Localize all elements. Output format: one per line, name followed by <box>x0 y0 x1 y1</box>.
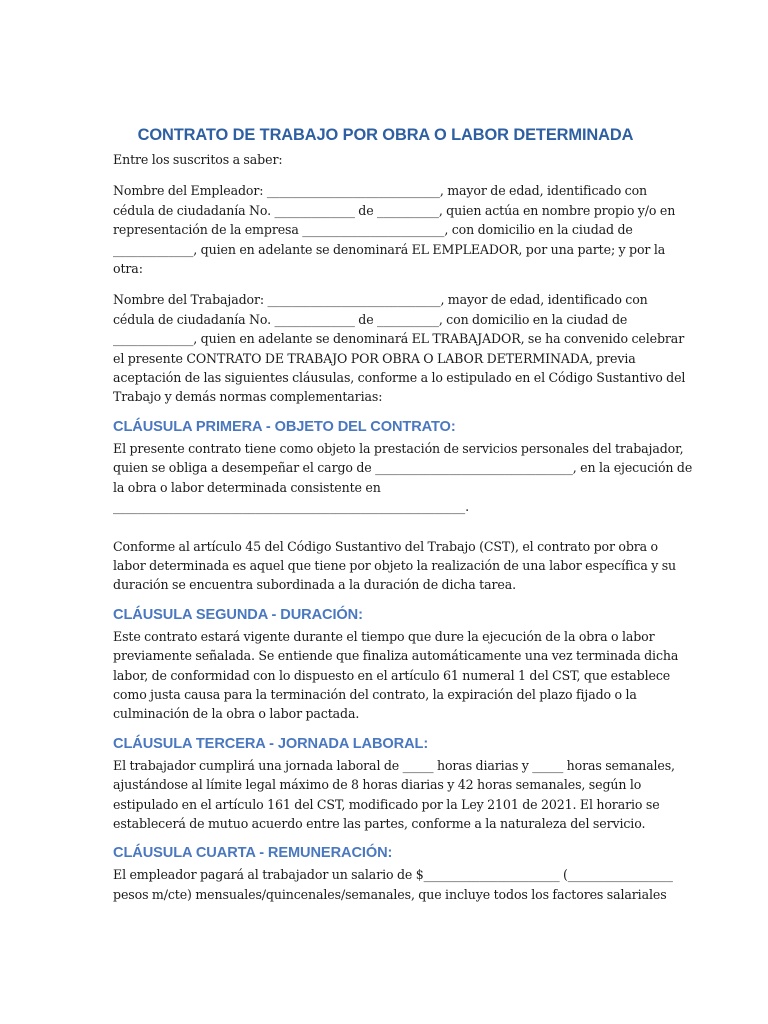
text-line: El presente contrato tiene como objeto la prestación de servicios personales del trabajador, <box>113 440 684 456</box>
text-line: quien se obliga a desempeñar el cargo de ________________________________, en la ejecución de <box>113 460 693 476</box>
text-line: como justa causa para la terminación del contrato, la expiración del plazo fijado o la <box>113 686 637 702</box>
clause-primera-paragraph-1 <box>113 439 693 517</box>
text-line: estipulado en el artículo 161 del CST, modificado por la Ley 2101 de 2021. El horario se <box>113 796 660 812</box>
text-line: Conforme al artículo 45 del Código Sustantivo del Trabajo (CST), el contrato por obra o <box>113 538 659 554</box>
text-line: _____________, quien en adelante se denominará EL EMPLEADOR, por una parte; y por la <box>113 241 666 257</box>
text-line: _________________________________________________________. <box>113 499 469 515</box>
text-line: El empleador pagará al trabajador un salario de $______________________ (_________________ <box>113 867 673 883</box>
text-line: Nombre del Trabajador: ____________________________, mayor de edad, identificado con <box>113 292 648 308</box>
text-line: aceptación de las siguientes cláusulas, conforme a lo estipulado en el Código Sustantivo del <box>113 370 686 386</box>
clause-primera-paragraph-2 <box>113 537 677 595</box>
text-line: cédula de ciudadanía No. _____________ de __________, quien actúa en nombre propio y/o en <box>113 202 676 218</box>
text-line: _____________, quien en adelante se denominará EL TRABAJADOR, se ha convenido celebrar <box>113 331 685 347</box>
document-body <box>113 124 693 904</box>
text-line: labor, de conformidad con lo dispuesto en el artículo 61 numeral 1 del CST, que establece <box>113 667 671 683</box>
clause-heading-segunda: CLÁUSULA SEGUNDA - DURACIÓN: <box>113 606 363 623</box>
text-line: la obra o labor determinada consistente en <box>113 479 381 495</box>
text-line: pesos m/cte) mensuales/quincenales/semanales, que incluye todos los factores salariales <box>113 886 667 902</box>
text-line: Trabajo y demás normas complementarias: <box>113 389 383 405</box>
text-line: labor determinada es aquel que tiene por objeto la realización de una labor específica y su <box>113 557 677 573</box>
text-line: Este contrato estará vigente durante el tiempo que dure la ejecución de la obra o labor <box>113 628 655 644</box>
intro-text: Entre los suscritos a saber: <box>113 152 283 167</box>
text-line: duración se encuentra subordinada a la duración de dicha tarea. <box>113 577 517 593</box>
text-line: establecerá de mutuo acuerdo entre las partes, conforme a la naturaleza del servicio. <box>113 815 646 831</box>
text-line: cédula de ciudadanía No. _____________ de __________, con domicilio en la ciudad de <box>113 311 628 327</box>
clause-segunda-paragraph <box>113 627 679 724</box>
clause-heading-cuarta: CLÁUSULA CUARTA - REMUNERACIÓN: <box>113 845 393 862</box>
worker-paragraph <box>113 290 686 406</box>
text-line: El trabajador cumplirá una jornada laboral de _____ horas diarias y _____ horas semanales, <box>113 757 675 773</box>
text-line: previamente señalada. Se entiende que finaliza automáticamente una vez terminada dicha <box>113 648 679 664</box>
clause-heading-tercera: CLÁUSULA TERCERA - JORNADA LABORAL: <box>113 735 429 752</box>
text-line: representación de la empresa _______________________, con domicilio en la ciudad de <box>113 222 633 238</box>
text-line: otra: <box>113 261 143 277</box>
text-line: el presente CONTRATO DE TRABAJO POR OBRA O LABOR DETERMINADA, previa <box>113 350 636 366</box>
clause-cuarta-paragraph <box>113 865 673 904</box>
clause-heading-primera: CLÁUSULA PRIMERA - OBJETO DEL CONTRATO: <box>113 418 456 435</box>
text-line: culminación de la obra o labor pactada. <box>113 706 360 722</box>
text-line: Nombre del Empleador: ____________________________, mayor de edad, identificado con <box>113 183 648 199</box>
document-title: CONTRATO DE TRABAJO POR OBRA O LABOR DETERMINADA <box>137 126 634 144</box>
clause-tercera-paragraph <box>113 756 675 834</box>
text-line: ajustándose al límite legal máximo de 8 horas diarias y 42 horas semanales, según lo <box>113 777 642 793</box>
employer-paragraph <box>113 181 676 278</box>
